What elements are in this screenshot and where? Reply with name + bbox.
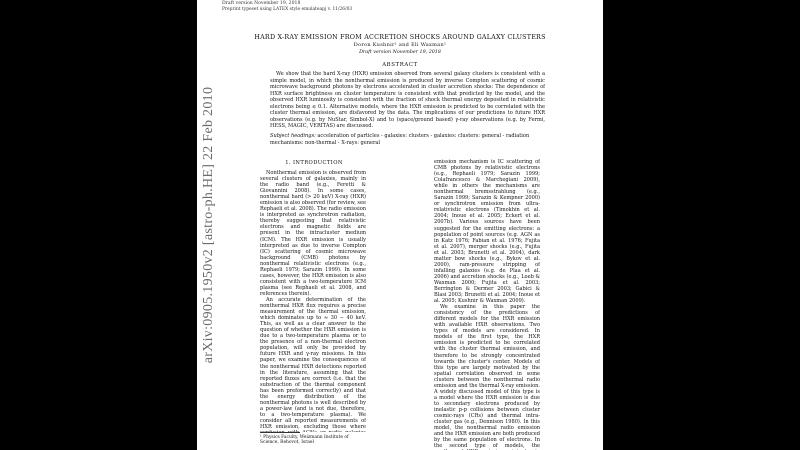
subject-headings bbox=[270, 133, 545, 146]
section-heading: 1. INTRODUCTION bbox=[285, 160, 343, 166]
subject-label: Subject headings: bbox=[270, 133, 316, 139]
abstract bbox=[270, 71, 545, 130]
paragraph: We examine in this paper the consistency of the predictions of different models for the HXR emission with available HXR observations. Two types of models are considered. In models of the first type, the HXR emission is predicted to be correlated with the cluster thermal emission, and therefore to be strongly concentrated towards the cluster's center. Models of this type are largely motivated by the spatial correlation observed in some clusters between the nonthermal radio emission and the thermal X-ray emission. A widely discussed model of this type is a model where the HXR emission is due to secondary electrons produced by inelastic p-p collisions between cluster cosmic-rays (CRs) and thermal intra-cluster gas (e.g., Dennison 1980). In this model, the nonthermal radio emission and the HXR emission are both produced by the same population of electrons. In the second type of models, the bbox=[434, 304, 540, 450]
footnote-rule bbox=[260, 432, 300, 433]
preprint-line: Preprint typeset using LATEX style emulateapj v. 11/26/03 bbox=[222, 7, 353, 12]
left-column bbox=[260, 170, 366, 432]
arxiv-stamp: arXiv:0905.1950v2 [astro-ph.HE] 22 Feb 2010 bbox=[201, 86, 216, 364]
draft-version: Draft version November 19, 2018 bbox=[359, 50, 441, 55]
draft-line: Draft version November 19, 2018 bbox=[222, 1, 301, 6]
paper-page bbox=[197, 0, 603, 450]
subject-list: acceleration of particles - galaxies: clusters - galaxies: clusters: general - radiation mechanisms: non-thermal - X-rays: general bbox=[270, 133, 530, 146]
paragraph: An accurate determination of the nonthermal HXR flux requires a precise measurement of the thermal emission, which dominates up to ≈ 30 − 40 keV. This, as well as a clear answer to the question of whether the HXR emission is due to a two-temperature plasma or to the presence of a non-thermal electron population, will only be provided by future HXR and γ-ray missions. In this paper, we examine the consequences of the nonthermal HXR detections reported in the literature, assuming that the reported fluxes are correct (i.e. that the substraction of the thermal component has been preformed correctly) and that the energy distribution of the nonthermal photons is well described by a power-law (and is not due, therefore, to a two-temperature plasma). We consider all reported measurements of HXR emission, excluding those where bbox=[260, 296, 366, 430]
paragraph: emission mechanism is IC scattering of CMB photons by relativistic electrons (e.g., Rephaeli 1979; Sarazin 1999; Colafrancesco & Marchegiani 2009), while in others the mechanisms are nonthermal bremsstrahlung (e.g., Sarazin 1999; Sarazin & Kempner 2000) or synchrotron emission from ultra-relativistic electrons (Timokhin et al. 2004; Inoue et al. 2005; Eckert et al. 2007b). Various sources have been suggested for the emitting electrons: a population of point sources (e.g. AGN as in Katz 1976; Fabian et al. 1976; Fujita et al. 2007), merger shocks (e.g., Fujita et al. 2003; Brunetti et al. 2004), dark matter bow shocks (e.g., Bykov et al. 2000), ram-pressure stripping of infalling galaxies (e.g. de Plaa et al. 2006) and accretion shocks (e.g., Loeb & Waxman 2000; Fujita et al. 2003; Berrington & Dermer 2003; Gabici & Blasi 2003; Brunetti et al. 2004; Inoue et al. 2005; Kushnir & Waxman 2009). bbox=[434, 159, 540, 305]
paper-authors: Doron Kushnir¹ and Eli Waxman¹ bbox=[353, 42, 447, 48]
paragraph: Nonthermal emission is observed from several clusters of galaxies, mainly in the radio band (e.g., Feretti & Giovannini 2008). In some cases, nonthermal hard (> 20 keV) X-ray (HXR) emission is also observed (for review, see Rephaeli et al. 2008). The radio emission is interpreted as synchrotron radiation, thereby suggesting that relativistic electrons and magnetic fields are present in the intracluster medium (ICM). The HXR emission is usually interpreted as due to inverse Compton (IC) scattering of cosmic microwave background (CMB) photons by nonthermal relativistic electrons (e.g., Rephaeli 1979; Sarazin 1999). In some cases, however, the HXR emission is also consistent with a two-temperature ICM plasma (see Rephaeli et al. 2008, and references therein). bbox=[260, 170, 366, 297]
paper-title: HARD X-RAY EMISSION FROM ACCRETION SHOCKS AROUND GALAXY CLUSTERS bbox=[254, 33, 546, 41]
abstract-text: We show that the hard X-ray (HXR) emission observed from several galaxy clusters is consistent with a simple model, in which the nonthermal emission is produced by inverse Compton scattering of cosmic microwave background photons by electrons accelerated in cluster accretion shocks: The dependence of HXR surface brightness on cluster temperature is consistent with that predicted by the model, and the observed HXR luminosity is consistent with the fraction of shock thermal energy deposited in relativistic electrons being ≲ 0.1. Alternative models, where the HXR emission is predicted to be correlated with the cluster thermal emission, are disfavored by the data. The implications of our predictions to future HXR observations (e.g. by NuStar, Simbol-X) and to (space/ground based) γ-ray observations (e.g. by Fermi, HESS, MAGIC, VERITAS) are discussed. bbox=[270, 71, 545, 129]
right-column bbox=[434, 159, 540, 450]
abstract-heading: ABSTRACT bbox=[382, 62, 418, 68]
footnote: ¹ Physics Faculty, Weizmann Institute of Science, Rehovot, Israel bbox=[260, 435, 349, 446]
